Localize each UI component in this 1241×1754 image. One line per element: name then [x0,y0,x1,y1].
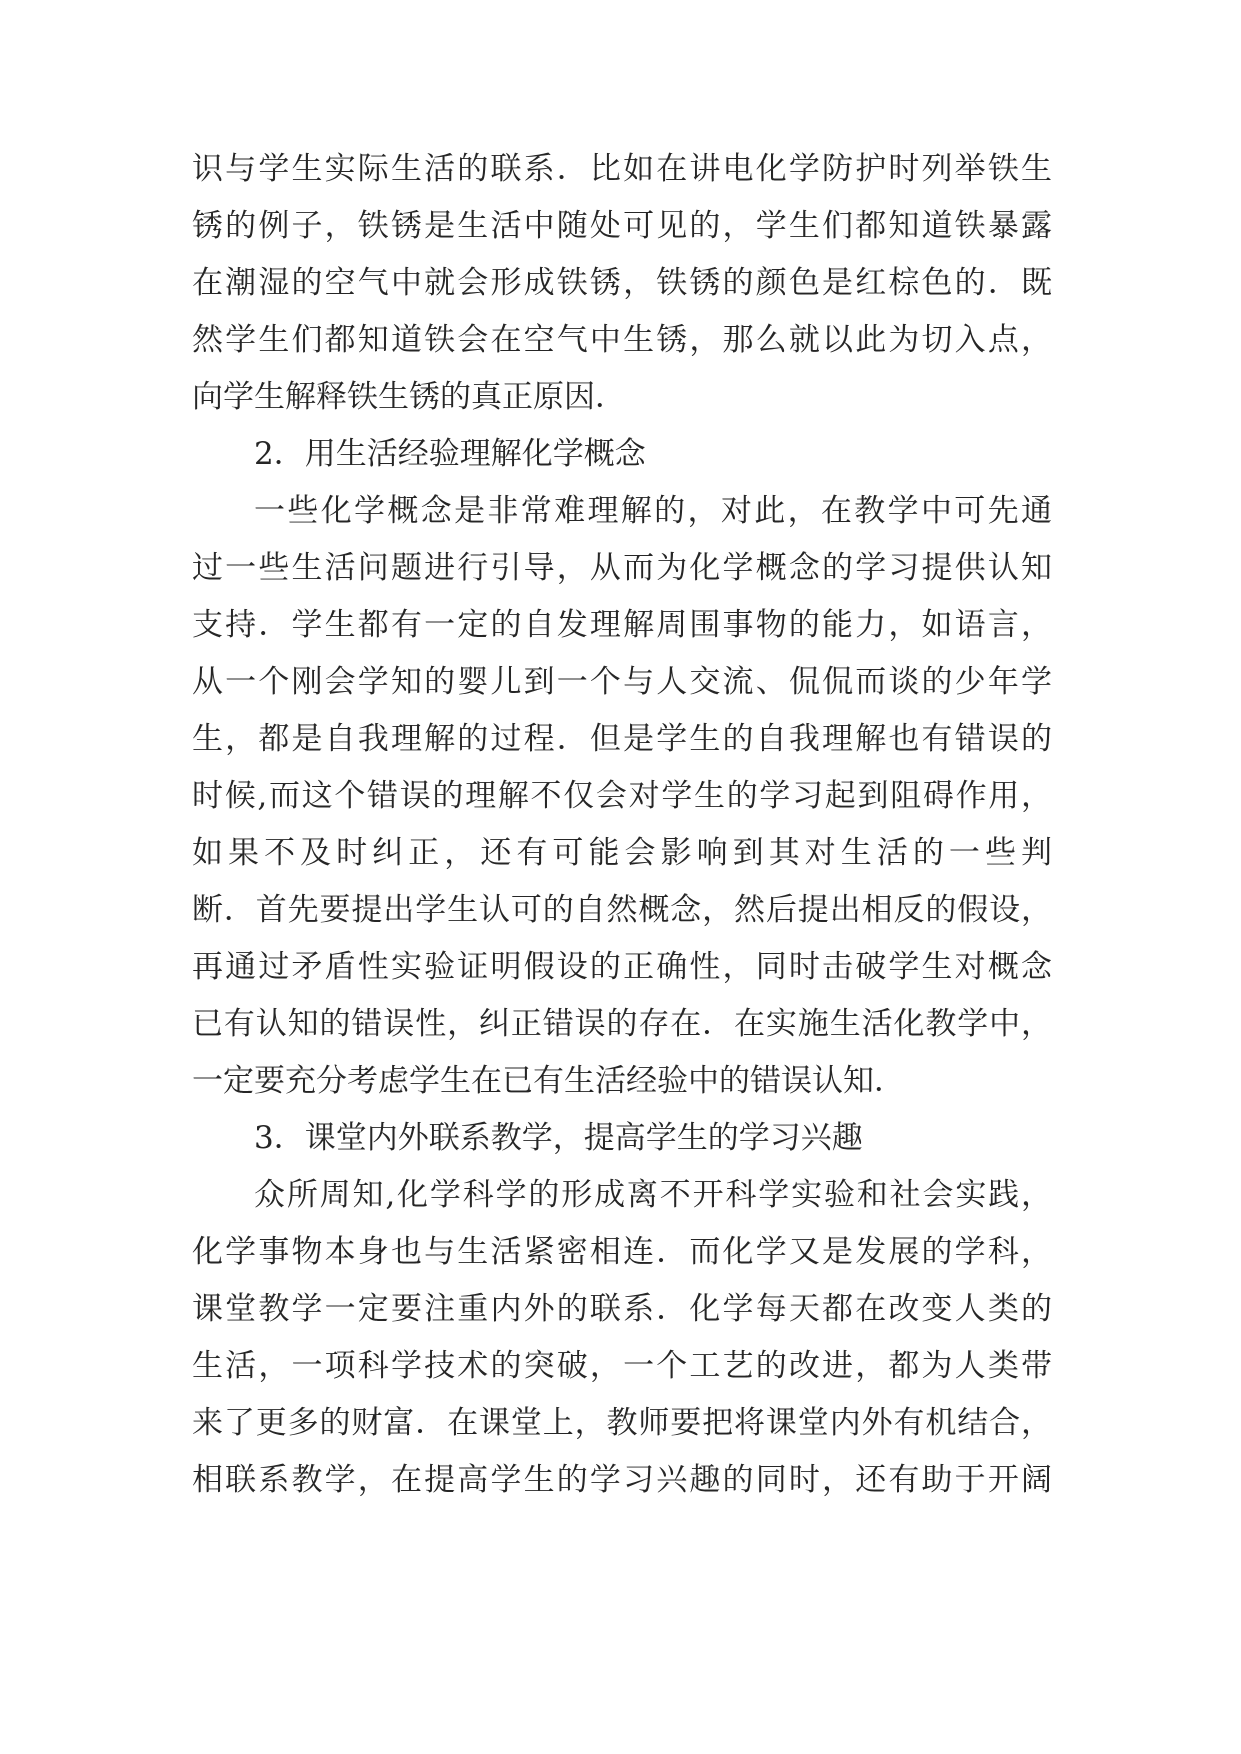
text-line: 来了更多的财富．在课堂上，教师要把将课堂内外有机结合， [192,1405,1052,1441]
text-line: 课堂教学一定要注重内外的联系．化学每天都在改变人类的 [192,1291,1052,1327]
text-line: 相联系教学，在提高学生的学习兴趣的同时，还有助于开阔 [192,1462,1052,1498]
text-line: 然学生们都知道铁会在空气中生锈，那么就以此为切入点， [192,322,1052,358]
text-line: 向学生解释铁生锈的真正原因． [192,379,626,415]
text-line: 生，都是自我理解的过程．但是学生的自我理解也有错误的 [192,721,1052,757]
section-heading: 2．用生活经验理解化学概念 [254,436,646,472]
text-line: 化学事物本身也与生活紧密相连．而化学又是发展的学科， [192,1234,1052,1270]
text-line: 时候,而这个错误的理解不仅会对学生的学习起到阻碍作用， [192,778,1052,814]
text-line: 生活，一项科学技术的突破，一个工艺的改进，都为人类带 [192,1348,1052,1384]
text-line: 已有认知的错误性，纠正错误的存在．在实施生活化教学中， [192,1006,1052,1042]
paragraph-first-line: 众所周知,化学科学的形成离不开科学实验和社会实践， [254,1177,1052,1213]
text-line: 在潮湿的空气中就会形成铁锈，铁锈的颜色是红棕色的．既 [192,265,1052,301]
text-line: 如果不及时纠正，还有可能会影响到其对生活的一些判 [192,835,1052,871]
text-line: 支持．学生都有一定的自发理解周围事物的能力，如语言， [192,607,1052,643]
section-heading: 3．课堂内外联系教学，提高学生的学习兴趣 [254,1120,863,1156]
text-line: 识与学生实际生活的联系．比如在讲电化学防护时列举铁生 [192,151,1052,187]
text-line: 再通过矛盾性实验证明假设的正确性，同时击破学生对概念 [192,949,1052,985]
text-line: 从一个刚会学知的婴儿到一个与人交流、侃侃而谈的少年学 [192,664,1052,700]
text-line: 断．首先要提出学生认可的自然概念，然后提出相反的假设， [192,892,1052,928]
text-line: 过一些生活问题进行引导，从而为化学概念的学习提供认知 [192,550,1052,586]
paragraph-first-line: 一些化学概念是非常难理解的，对此，在教学中可先通 [254,493,1052,529]
text-line: 一定要充分考虑学生在已有生活经验中的错误认知． [192,1063,905,1099]
text-line: 锈的例子，铁锈是生活中随处可见的，学生们都知道铁暴露 [192,208,1052,244]
